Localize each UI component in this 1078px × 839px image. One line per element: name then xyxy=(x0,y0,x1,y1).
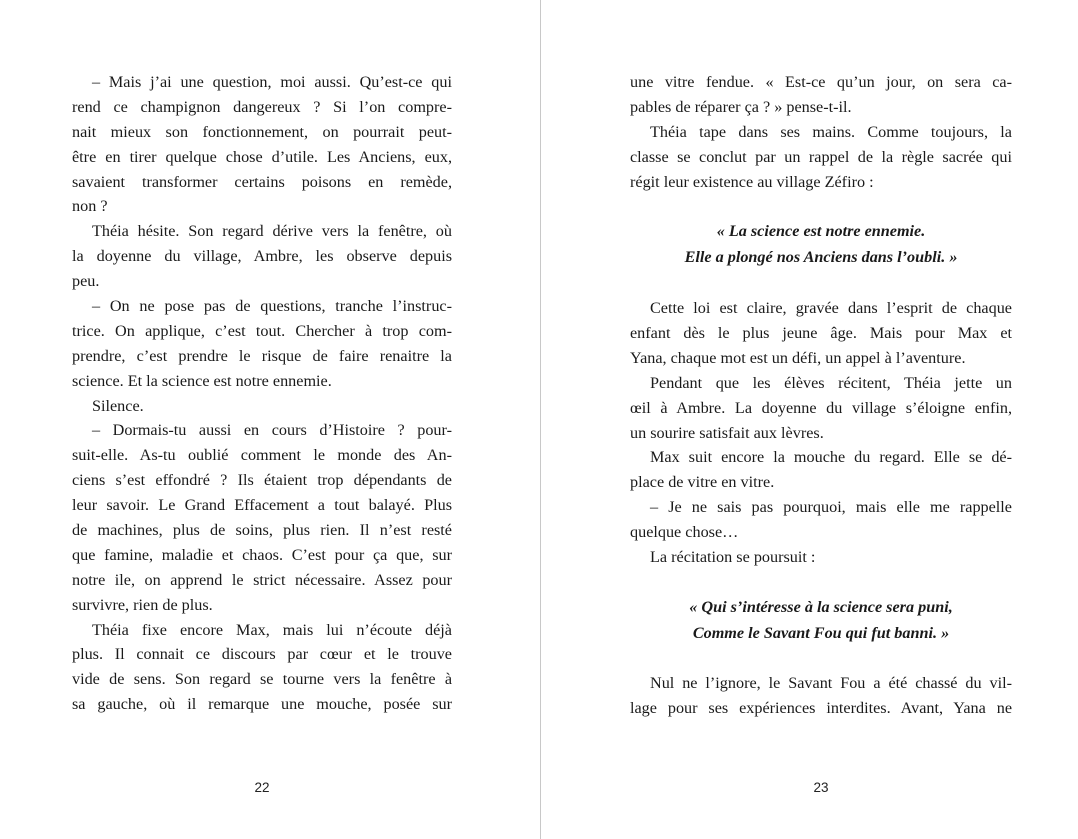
text-line: de machines, plus de soins, plus rien. Il n’est resté xyxy=(72,521,452,540)
text-line: Théia fixe encore Max, mais lui n’écoute déjà xyxy=(92,620,452,639)
text-line: Théia hésite. Son regard dérive vers la fenêtre, où xyxy=(92,222,452,241)
text-line: pables de réparer ça ? » pense-t-il. xyxy=(630,97,852,116)
text-line: Max suit encore la mouche du regard. Elle se dé- xyxy=(650,448,1012,467)
page-number-left: 22 xyxy=(254,780,270,795)
text-line: régit leur existence au village Zéfiro : xyxy=(630,172,874,191)
text-line: – Mais j’ai une question, moi aussi. Qu’est-ce qui xyxy=(92,73,452,91)
text-line: une vitre fendue. « Est-ce qu’un jour, on sera ca- xyxy=(630,73,1012,91)
text-line: Théia tape dans ses mains. Comme toujours, la xyxy=(650,122,1012,141)
text-line: savaient transformer certains poisons en remède, xyxy=(72,172,452,191)
text-line: science. Et la science est notre ennemie. xyxy=(72,371,332,390)
page-number-right: 23 xyxy=(813,780,829,795)
text-line: trice. On applique, c’est tout. Chercher à trop com- xyxy=(72,321,452,340)
right-page xyxy=(541,0,1078,839)
text-line: la doyenne du village, Ambre, les observe depuis xyxy=(72,247,452,266)
text-line: prendre, c’est prendre le risque de faire renaitre la xyxy=(72,346,452,365)
text-line: – On ne pose pas de questions, tranche l’instruc- xyxy=(92,297,452,316)
text-line: lage pour ses expériences interdites. Avant, Yana ne xyxy=(630,699,1012,718)
text-line: classe se conclut par un rappel de la règle sacrée qui xyxy=(630,147,1012,166)
text-line: – Je ne sais pas pourquoi, mais elle me rappelle xyxy=(650,498,1012,517)
text-line: suit-elle. As-tu oublié comment le monde des An- xyxy=(72,446,452,465)
text-line: non ? xyxy=(72,197,108,216)
right-page-text xyxy=(630,70,1012,721)
text-line: notre ile, on apprend le strict nécessaire. Assez pour xyxy=(72,570,452,589)
text-line: survivre, rien de plus. xyxy=(72,595,213,614)
text-line: – Dormais-tu aussi en cours d’Histoire ? pour- xyxy=(92,421,452,440)
text-line: Yana, chaque mot est un défi, un appel à l’aventure. xyxy=(630,348,966,367)
paragraph-gap xyxy=(630,646,1012,671)
text-line: œil à Ambre. La doyenne du village s’éloigne enfin, xyxy=(630,398,1012,417)
text-line: ciens s’est effondré ? Ils étaient trop dépendants de xyxy=(72,471,452,490)
text-line: La récitation se poursuit : xyxy=(650,547,816,566)
text-line: Pendant que les élèves récitent, Théia jette un xyxy=(650,373,1012,392)
verse-line: « Qui s’intéresse à la science sera puni, xyxy=(689,597,953,616)
text-line: place de vitre en vitre. xyxy=(630,473,775,492)
paragraph-gap xyxy=(630,194,1012,219)
text-line: sa gauche, où il remarque une mouche, posée sur xyxy=(72,695,452,714)
text-line: être en tirer quelque chose d’utile. Les Anciens, eux, xyxy=(72,147,452,166)
text-line: Silence. xyxy=(92,396,144,415)
left-page-text xyxy=(72,70,452,717)
text-line: quelque chose… xyxy=(630,523,739,542)
verse-line: « La science est notre ennemie. xyxy=(716,222,926,241)
text-line: que famine, maladie et chaos. C’est pour ça que, sur xyxy=(72,545,452,564)
text-line: un sourire satisfait aux lèvres. xyxy=(630,423,824,442)
text-line: vide de sens. Son regard se tourne vers la fenêtre à xyxy=(72,670,452,689)
text-line: rend ce champignon dangereux ? Si l’on compre- xyxy=(72,97,452,116)
text-line: plus. Il connait ce discours par cœur et le trouve xyxy=(72,645,452,664)
verse-line: Elle a plongé nos Anciens dans l’oubli. » xyxy=(684,248,958,267)
text-line: enfant dès le plus jeune âge. Mais pour Max et xyxy=(630,323,1012,342)
text-line: nait mieux son fonctionnement, on pourrait peut- xyxy=(72,122,452,141)
text-line: Nul ne l’ignore, le Savant Fou a été chassé du vil- xyxy=(650,674,1012,693)
text-line: leur savoir. Le Grand Effacement a tout balayé. Plus xyxy=(72,496,452,515)
text-line: Cette loi est claire, gravée dans l’esprit de chaque xyxy=(650,299,1012,318)
verse-line: Comme le Savant Fou qui fut banni. » xyxy=(692,623,950,642)
text-line: peu. xyxy=(72,272,100,291)
paragraph-gap xyxy=(630,570,1012,595)
paragraph-gap xyxy=(630,271,1012,296)
